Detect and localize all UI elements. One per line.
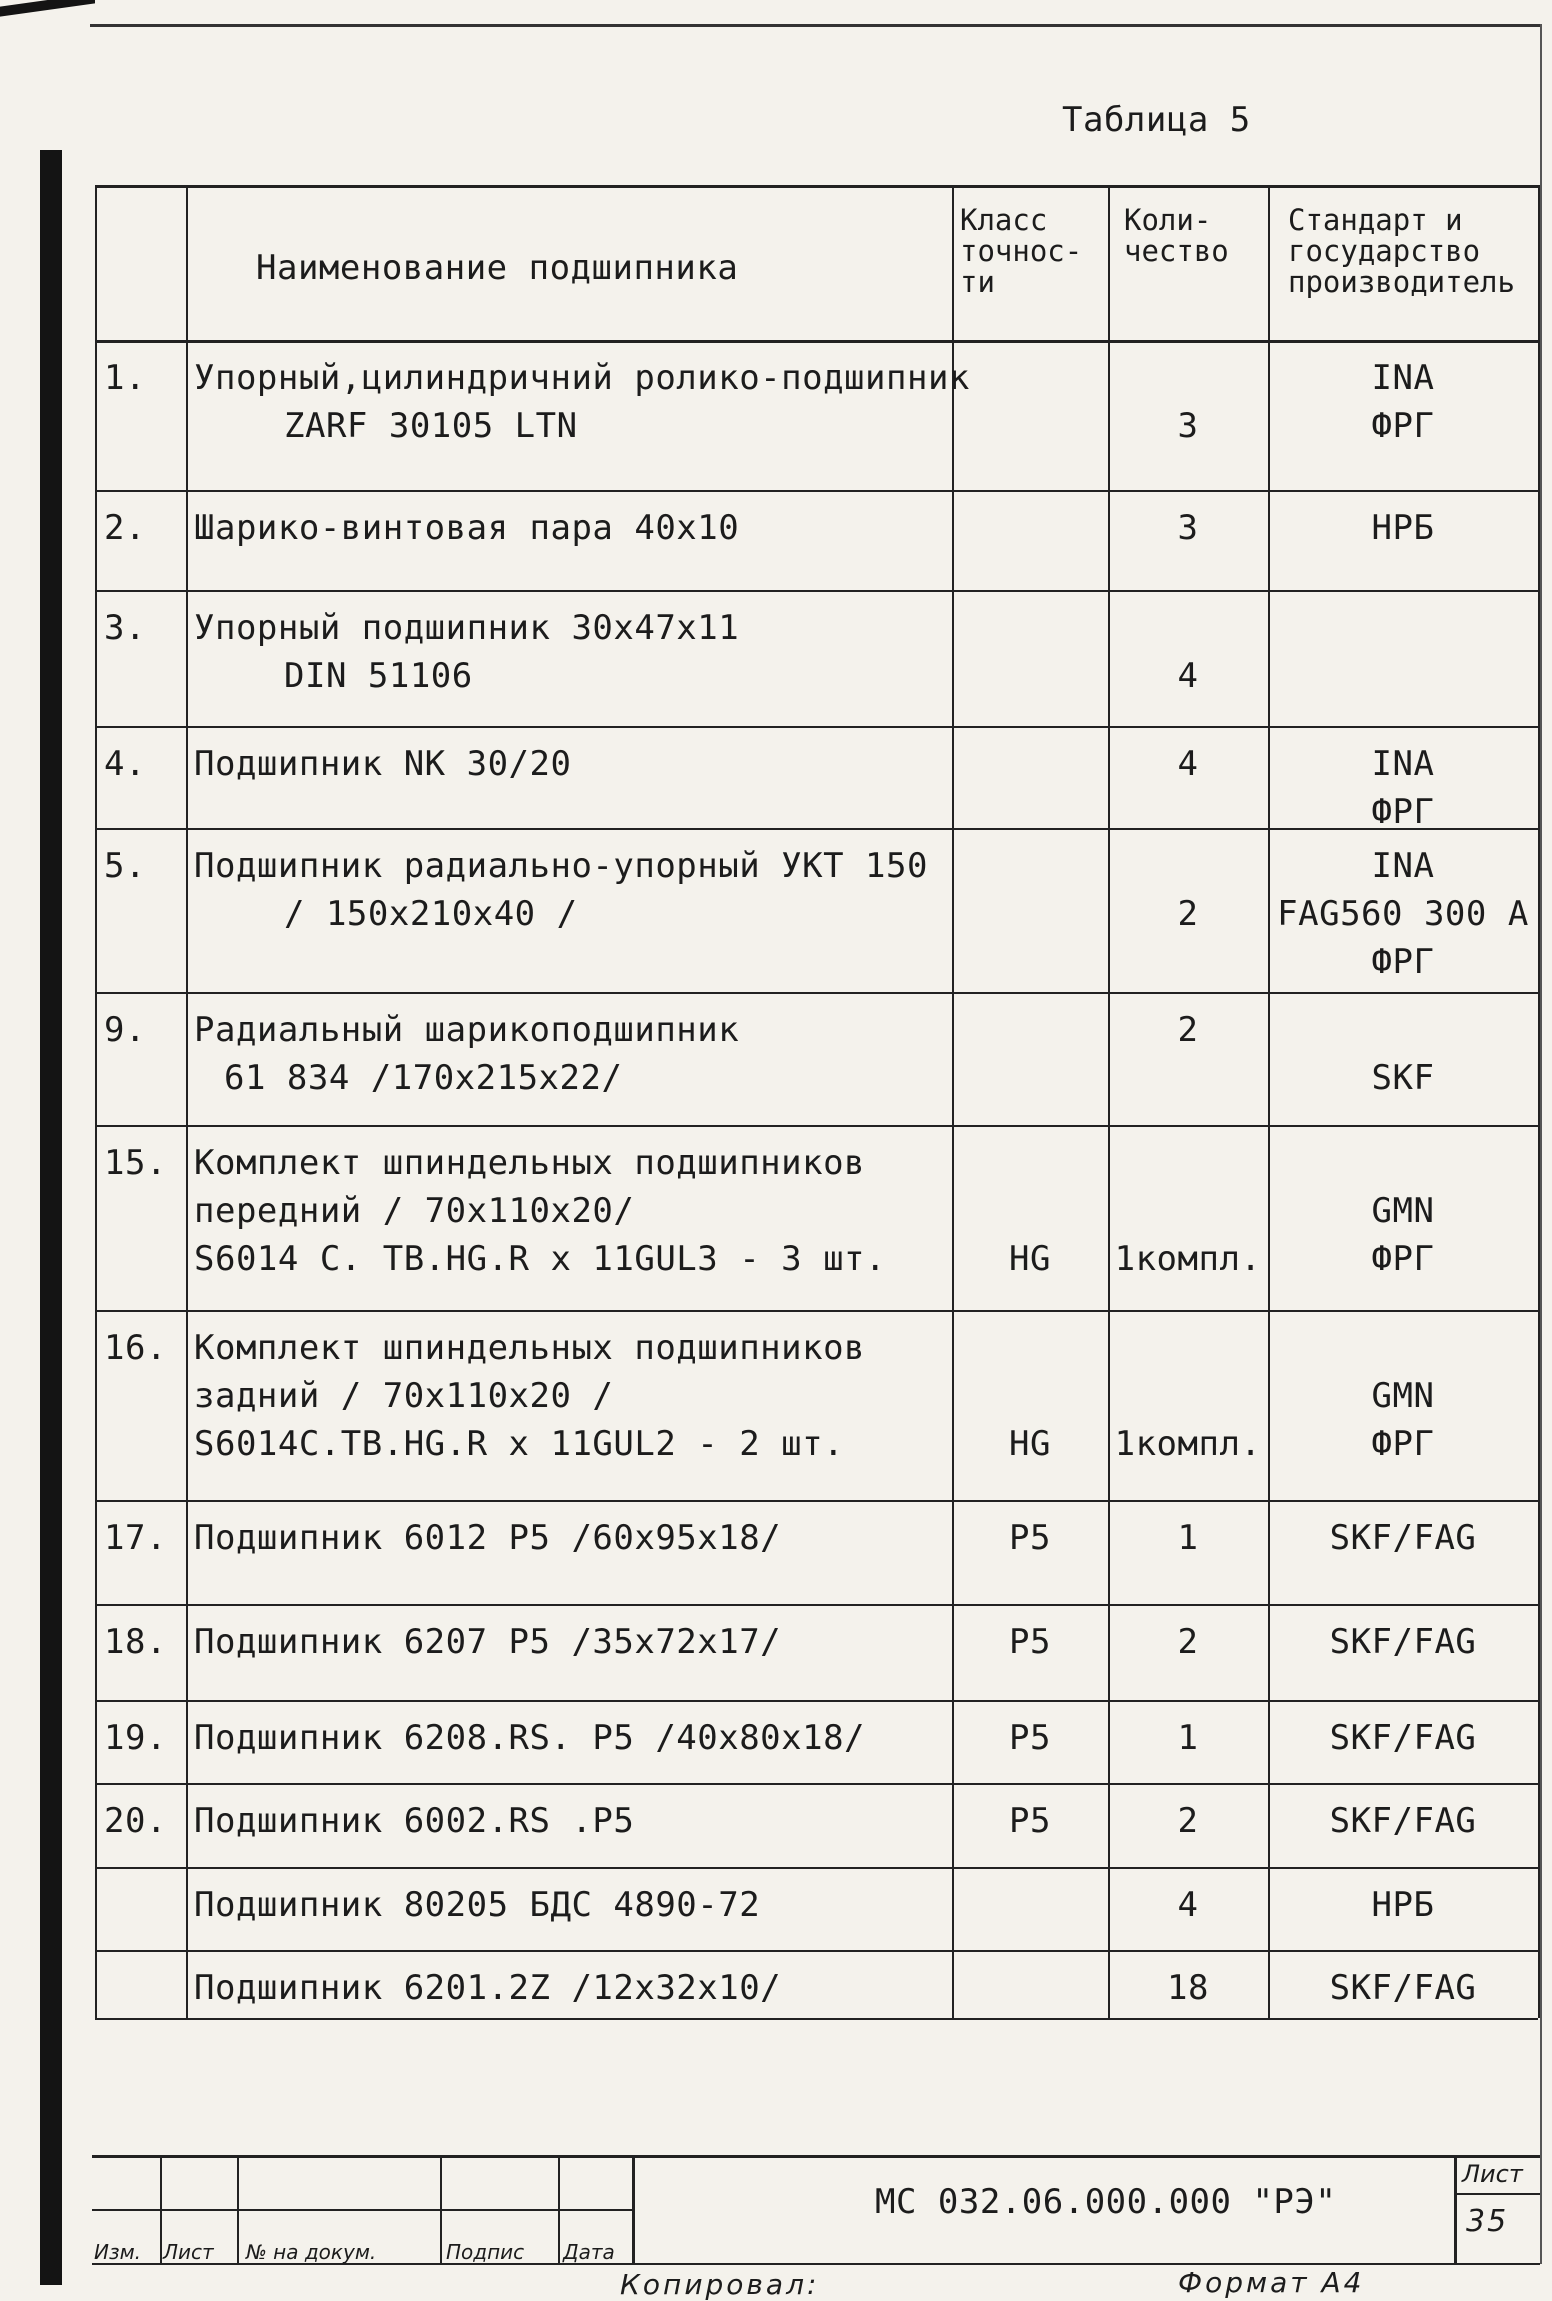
- accuracy-class: P5: [1009, 1622, 1051, 1662]
- table-row-divider: [95, 185, 1538, 188]
- standard-value: ФРГ: [1371, 1239, 1435, 1279]
- quantity-value: 4: [1177, 744, 1199, 784]
- standard-value: INA: [1371, 846, 1435, 886]
- standard-value: ФРГ: [1371, 942, 1435, 982]
- bearing-name-line: Подшипник 6002.RS .P5: [194, 1801, 635, 1841]
- row-number: 18.: [104, 1622, 167, 1662]
- table-column-divider: [1538, 185, 1540, 2018]
- bearing-name-line: Подшипник 6201.2Z /12x32x10/: [194, 1968, 782, 2008]
- bearing-name-line: Шарико-винтовая пара 40x10: [194, 508, 740, 548]
- row-number: 9.: [104, 1010, 146, 1050]
- table-row-divider: [95, 1867, 1538, 1869]
- document-designation: МС 032.06.000.000 "РЭ": [875, 2182, 1337, 2222]
- standard-value: ФРГ: [1371, 1424, 1435, 1464]
- quantity-value: 4: [1177, 656, 1199, 696]
- table-row-divider: [95, 2018, 1538, 2020]
- bearing-name-line: Упорный подшипник 30x47x11: [194, 608, 740, 648]
- title-col-sheet: Лист: [163, 2240, 214, 2264]
- table-row-divider: [95, 340, 1538, 343]
- standard-value: SKF/FAG: [1329, 1622, 1477, 1662]
- standard-value: FAG560 300 A: [1277, 894, 1529, 934]
- table-row-divider: [95, 1604, 1538, 1606]
- row-number: 2.: [104, 508, 146, 548]
- format-label: Формат А4: [1178, 2266, 1365, 2299]
- bearing-name-line: DIN 51106: [284, 656, 473, 696]
- table-caption: Таблица 5: [1062, 100, 1251, 140]
- quantity-value: 1компл.: [1114, 1424, 1262, 1464]
- row-number: 17.: [104, 1518, 167, 1558]
- standard-value: INA: [1371, 358, 1435, 398]
- table-row-divider: [95, 1950, 1538, 1952]
- standard-value: SKF: [1371, 1058, 1435, 1098]
- quantity-value: 2: [1177, 1010, 1199, 1050]
- standard-value: SKF/FAG: [1329, 1718, 1477, 1758]
- bearing-name-line: Упорный,цилиндричний ролико-подшипник: [194, 358, 970, 398]
- standard-value: INA: [1371, 744, 1435, 784]
- standard-value: SKF/FAG: [1329, 1518, 1477, 1558]
- bearing-name-line: Радиальный шарикоподшипник: [194, 1010, 740, 1050]
- accuracy-class: HG: [1009, 1424, 1051, 1464]
- quantity-value: 3: [1177, 406, 1199, 446]
- standard-value: SKF/FAG: [1329, 1968, 1477, 2008]
- row-number: 3.: [104, 608, 146, 648]
- bearing-name-line: Подшипник 6208.RS. P5 /40x80x18/: [194, 1718, 866, 1758]
- bearing-name-line: Комплект шпиндельных подшипников: [194, 1328, 866, 1368]
- copied-label: Копировал:: [620, 2268, 820, 2301]
- table-column-divider: [95, 185, 97, 2018]
- standard-value: GMN: [1371, 1191, 1435, 1231]
- quantity-value: 1: [1177, 1718, 1199, 1758]
- standard-value: ФРГ: [1371, 792, 1435, 832]
- row-number: 1.: [104, 358, 146, 398]
- accuracy-class: P5: [1009, 1518, 1051, 1558]
- bearing-name-line: передний / 70x110x20/: [194, 1191, 635, 1231]
- table-row-divider: [95, 1783, 1538, 1785]
- table-row-divider: [95, 992, 1538, 994]
- bearing-name-line: Подшипник NK 30/20: [194, 744, 572, 784]
- title-col-date: Дата: [563, 2240, 615, 2264]
- title-col-doc: № на докум.: [246, 2240, 377, 2264]
- standard-value: SKF/FAG: [1329, 1801, 1477, 1841]
- table-row-divider: [95, 590, 1538, 592]
- table-row-divider: [95, 1700, 1538, 1702]
- title-col-change: Изм.: [94, 2240, 142, 2264]
- header-name: Наименование подшипника: [256, 248, 739, 288]
- row-number: 15.: [104, 1143, 167, 1183]
- row-number: 5.: [104, 846, 146, 886]
- row-number: 4.: [104, 744, 146, 784]
- row-number: 16.: [104, 1328, 167, 1368]
- quantity-value: 2: [1177, 894, 1199, 934]
- sheet-number: 35: [1466, 2204, 1509, 2239]
- bearing-name-line: Комплект шпиндельных подшипников: [194, 1143, 866, 1183]
- bearing-name-line: ZARF 30105 LTN: [284, 406, 578, 446]
- standard-value: ФРГ: [1371, 406, 1435, 446]
- bearing-name-line: / 150x210x40 /: [284, 894, 578, 934]
- table-row-divider: [95, 490, 1538, 492]
- quantity-value: 4: [1177, 1885, 1199, 1925]
- bearing-name-line: S6014 C. TB.HG.R x 11GUL3 - 3 шт.: [194, 1239, 887, 1279]
- table-row-divider: [95, 726, 1538, 728]
- standard-value: НРБ: [1371, 1885, 1435, 1925]
- bearing-name-line: Подшипник 6012 P5 /60x95x18/: [194, 1518, 782, 1558]
- header-accuracy-class: Класс точнос- ти: [960, 203, 1083, 299]
- bearing-name-line: 61 834 /170x215x22/: [224, 1058, 623, 1098]
- row-number: 20.: [104, 1801, 167, 1841]
- row-number: 19.: [104, 1718, 167, 1758]
- table-row-divider: [95, 1500, 1538, 1502]
- quantity-value: 2: [1177, 1801, 1199, 1841]
- table-row-divider: [95, 1125, 1538, 1127]
- header-quantity: Коли- чество: [1124, 203, 1229, 268]
- table-row-divider: [95, 1310, 1538, 1312]
- accuracy-class: HG: [1009, 1239, 1051, 1279]
- table-column-divider: [186, 185, 188, 2018]
- sheet-label: Лист: [1462, 2160, 1523, 2188]
- quantity-value: 2: [1177, 1622, 1199, 1662]
- bearing-name-line: Подшипник 6207 P5 /35x72x17/: [194, 1622, 782, 1662]
- quantity-value: 1компл.: [1114, 1239, 1262, 1279]
- bearing-name-line: S6014C.TB.HG.R x 11GUL2 - 2 шт.: [194, 1424, 845, 1464]
- bearing-name-line: Подшипник радиально-упорный УКТ 150: [194, 846, 928, 886]
- accuracy-class: P5: [1009, 1801, 1051, 1841]
- bearing-name-line: Подшипник 80205 БДС 4890-72: [194, 1885, 761, 1925]
- title-col-sign: Подпис: [446, 2240, 525, 2264]
- bearing-name-line: задний / 70x110x20 /: [194, 1376, 614, 1416]
- standard-value: GMN: [1371, 1376, 1435, 1416]
- header-standard: Стандарт и государство производитель: [1288, 203, 1515, 299]
- quantity-value: 1: [1177, 1518, 1199, 1558]
- quantity-value: 3: [1177, 508, 1199, 548]
- standard-value: НРБ: [1371, 508, 1435, 548]
- accuracy-class: P5: [1009, 1718, 1051, 1758]
- quantity-value: 18: [1167, 1968, 1209, 2008]
